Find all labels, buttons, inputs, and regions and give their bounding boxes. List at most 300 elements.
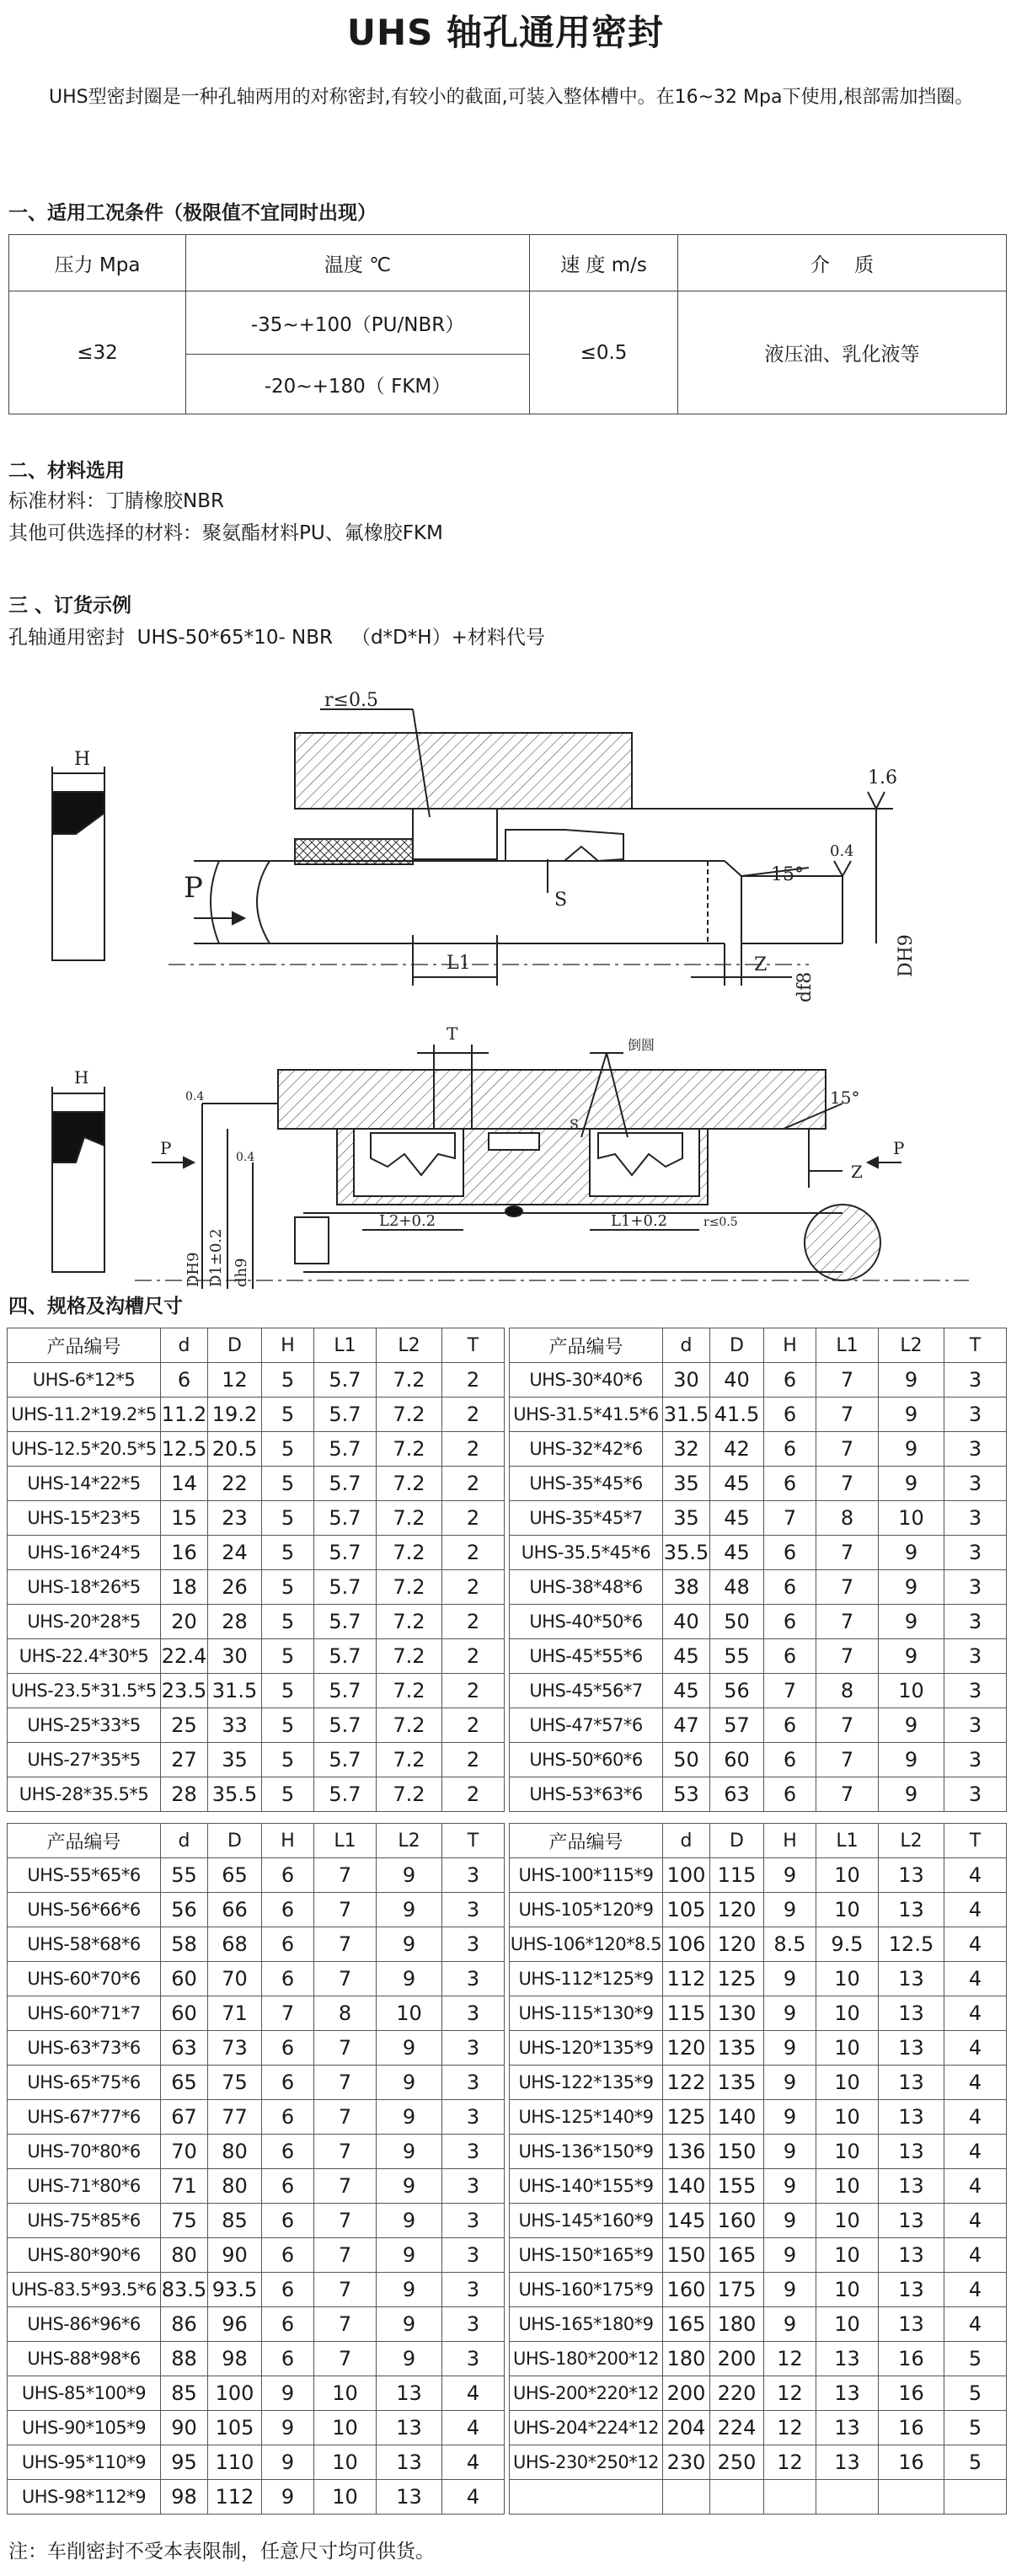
table-row	[510, 2307, 1007, 2342]
dimension-cell: 224	[710, 2411, 764, 2445]
dimension-cell: 5	[262, 1467, 314, 1501]
dimension-cell: 10	[816, 2238, 879, 2273]
dimension-cell: 40	[663, 1605, 710, 1639]
spec-table-1-left	[7, 1328, 505, 1812]
dimension-cell: 9	[764, 2169, 816, 2204]
dimension-cell: 3	[442, 2238, 505, 2273]
dimension-cell: 7.2	[377, 1536, 442, 1570]
product-code-cell: UHS-35*45*7	[510, 1501, 663, 1536]
dimension-cell: 56	[710, 1674, 764, 1708]
table-row	[8, 2204, 505, 2238]
product-code-cell: UHS-28*35.5*5	[8, 1777, 161, 1812]
dimension-cell: 35	[663, 1467, 710, 1501]
product-code-cell: UHS-204*224*12	[510, 2411, 663, 2445]
product-code-cell: UHS-83.5*93.5*6	[8, 2273, 161, 2307]
dimension-cell: 10	[879, 1674, 944, 1708]
dimension-cell: 4	[944, 2100, 1007, 2135]
medium-value: 液压油、乳化液等	[678, 291, 1007, 414]
dimension-cell: 5	[262, 1363, 314, 1398]
label-dh9-3: dh9	[233, 1258, 250, 1287]
dimension-cell: 10	[314, 2480, 377, 2515]
table-row	[510, 1501, 1007, 1536]
spec-header-cell: d	[663, 1824, 710, 1858]
label-finish-a: 0.4	[185, 1090, 205, 1104]
dimension-cell: 25	[161, 1708, 208, 1743]
dimension-cell: 50	[710, 1605, 764, 1639]
dimension-cell: 90	[208, 2238, 262, 2273]
dimension-cell: 13	[879, 2100, 944, 2135]
dimension-cell: 47	[663, 1708, 710, 1743]
optional-material-text: 其他可供选择的材料：聚氨酯材料PU、氟橡胶FKM	[8, 522, 443, 544]
table-row	[8, 2445, 505, 2480]
dimension-cell: 5.7	[314, 1363, 377, 1398]
dimension-cell: 16	[161, 1536, 208, 1570]
table-row	[510, 1467, 1007, 1501]
dimension-cell: 3	[944, 1398, 1007, 1432]
dimension-cell: 13	[816, 2376, 879, 2411]
dimension-cell: 230	[663, 2445, 710, 2480]
dimension-cell: 9	[764, 1893, 816, 1927]
table-row	[510, 1708, 1007, 1743]
dimension-cell: 60	[161, 1962, 208, 1996]
dimension-cell: 7.2	[377, 1639, 442, 1674]
dimension-cell: 10	[816, 1893, 879, 1927]
dimension-cell: 9	[377, 2169, 442, 2204]
dimension-cell: 9	[879, 1363, 944, 1398]
dimension-cell: 7.2	[377, 1570, 442, 1605]
table-row	[8, 1432, 505, 1467]
temperature-pu-nbr: -35~+100（PU/NBR）	[186, 291, 530, 355]
dimension-cell: 13	[377, 2480, 442, 2515]
dimension-cell: 3	[442, 1858, 505, 1893]
product-code-cell: UHS-70*80*6	[8, 2135, 161, 2169]
label-l1: L1	[447, 953, 471, 974]
dimension-cell: 13	[816, 2411, 879, 2445]
dimension-cell: 150	[663, 2238, 710, 2273]
dimension-cell: 7.2	[377, 1605, 442, 1639]
dimension-cell: 80	[208, 2169, 262, 2204]
dimension-cell: 13	[879, 1858, 944, 1893]
dimension-cell: 4	[944, 1927, 1007, 1962]
product-code-cell: UHS-60*71*7	[8, 1996, 161, 2031]
table-row	[8, 2031, 505, 2066]
dimension-cell: 32	[663, 1432, 710, 1467]
dimension-cell: 7	[314, 2238, 377, 2273]
spec-table-2-right	[509, 1823, 1007, 2515]
label-s-2: S	[570, 1116, 579, 1132]
product-code-cell: UHS-50*60*6	[510, 1743, 663, 1777]
dimension-cell: 13	[879, 2273, 944, 2307]
table-row	[510, 2445, 1007, 2480]
dimension-cell: 110	[208, 2445, 262, 2480]
dimension-cell: 6	[262, 2031, 314, 2066]
label-finish-1: 1.6	[868, 767, 897, 788]
dimension-cell: 3	[944, 1639, 1007, 1674]
label-round: 倒圆	[628, 1037, 655, 1053]
dimension-cell: 5	[262, 1743, 314, 1777]
dimension-cell: 7.2	[377, 1432, 442, 1467]
dimension-cell: 12	[764, 2411, 816, 2445]
dimension-cell: 122	[663, 2066, 710, 2100]
dimension-cell: 10	[816, 2135, 879, 2169]
dimension-cell: 9	[377, 2066, 442, 2100]
dimension-cell: 7	[816, 1708, 879, 1743]
product-code-cell: UHS-45*56*7	[510, 1674, 663, 1708]
dimension-cell: 5	[262, 1432, 314, 1467]
spec-header-cell: T	[442, 1328, 505, 1363]
section-working-conditions-heading: 一、适用工况条件（极限值不宜同时出现）	[8, 202, 377, 224]
table-row	[8, 2135, 505, 2169]
dimension-cell: 6	[764, 1570, 816, 1605]
table-row	[510, 2342, 1007, 2376]
spec-header-cell: T	[944, 1328, 1007, 1363]
dimension-cell: 3	[944, 1467, 1007, 1501]
product-code-cell: UHS-80*90*6	[8, 2238, 161, 2273]
dimension-cell: 6	[764, 1639, 816, 1674]
dimension-cell: 53	[663, 1777, 710, 1812]
dimension-cell: 140	[663, 2169, 710, 2204]
dimension-cell: 23	[208, 1501, 262, 1536]
dimension-cell: 9.5	[816, 1927, 879, 1962]
working-conditions-table	[8, 234, 1007, 414]
dimension-cell: 88	[161, 2342, 208, 2376]
dimension-cell: 5	[944, 2376, 1007, 2411]
label-p: P	[184, 871, 203, 905]
dimension-cell: 93.5	[208, 2273, 262, 2307]
dimension-cell: 13	[879, 2238, 944, 2273]
product-code-cell: UHS-40*50*6	[510, 1605, 663, 1639]
dimension-cell: 3	[944, 1674, 1007, 1708]
dimension-cell: 9	[377, 2135, 442, 2169]
product-code-cell: UHS-18*26*5	[8, 1570, 161, 1605]
dimension-cell: 9	[377, 2307, 442, 2342]
dimension-cell: 5.7	[314, 1536, 377, 1570]
dimension-cell: 3	[442, 1996, 505, 2031]
dimension-cell: 10	[377, 1996, 442, 2031]
dimension-cell: 6	[764, 1432, 816, 1467]
dimension-cell: 3	[944, 1432, 1007, 1467]
table-row	[8, 1605, 505, 1639]
dimension-cell: 7	[314, 1927, 377, 1962]
product-code-cell: UHS-35.5*45*6	[510, 1536, 663, 1570]
table-row	[510, 2135, 1007, 2169]
dimension-cell: 9	[764, 2031, 816, 2066]
dimension-cell: 85	[208, 2204, 262, 2238]
dimension-cell: 10	[879, 1501, 944, 1536]
dimension-cell: 2	[442, 1570, 505, 1605]
dimension-cell: 160	[710, 2204, 764, 2238]
dimension-cell: 9	[879, 1743, 944, 1777]
dimension-cell: 7	[314, 2169, 377, 2204]
label-p-right: P	[893, 1138, 905, 1158]
table-row	[510, 2238, 1007, 2273]
spec-header-cell: d	[161, 1328, 208, 1363]
dimension-cell: 10	[816, 2273, 879, 2307]
piston-installation-drawing	[0, 1019, 1011, 1289]
dimension-cell: 4	[944, 2066, 1007, 2100]
dimension-cell: 2	[442, 1501, 505, 1536]
dimension-cell: 9	[377, 2342, 442, 2376]
dimension-cell: 16	[879, 2445, 944, 2480]
empty-cell	[663, 2480, 710, 2515]
dimension-cell: 9	[879, 1570, 944, 1605]
dimension-cell: 31.5	[208, 1674, 262, 1708]
table-row	[510, 2204, 1007, 2238]
dimension-cell: 71	[208, 1996, 262, 2031]
dimension-cell: 2	[442, 1708, 505, 1743]
dimension-cell: 6	[262, 2273, 314, 2307]
dimension-cell: 40	[710, 1363, 764, 1398]
product-code-cell: UHS-230*250*12	[510, 2445, 663, 2480]
label-r-2: r≤0.5	[703, 1216, 738, 1229]
dimension-cell: 7	[314, 2066, 377, 2100]
dimension-cell: 9	[377, 2031, 442, 2066]
dimension-cell: 10	[314, 2376, 377, 2411]
dimension-cell: 8	[816, 1501, 879, 1536]
dimension-cell: 7	[816, 1432, 879, 1467]
dimension-cell: 7.2	[377, 1467, 442, 1501]
dimension-cell: 9	[879, 1708, 944, 1743]
dimension-cell: 7	[314, 2342, 377, 2376]
dimension-cell: 135	[710, 2031, 764, 2066]
dimension-cell: 7	[816, 1639, 879, 1674]
table-row	[510, 2066, 1007, 2100]
dimension-cell: 155	[710, 2169, 764, 2204]
dimension-cell: 7.2	[377, 1398, 442, 1432]
product-code-cell: UHS-22.4*30*5	[8, 1639, 161, 1674]
dimension-cell: 16	[879, 2411, 944, 2445]
dimension-cell: 41.5	[710, 1398, 764, 1432]
empty-cell	[816, 2480, 879, 2515]
product-code-cell: UHS-27*35*5	[8, 1743, 161, 1777]
dimension-cell: 12	[764, 2445, 816, 2480]
spec-header-cell: L2	[879, 1824, 944, 1858]
label-finish-2: 0.4	[830, 842, 854, 860]
dimension-cell: 200	[663, 2376, 710, 2411]
dimension-cell: 8	[314, 1996, 377, 2031]
table-row	[510, 1674, 1007, 1708]
dimension-cell: 23.5	[161, 1674, 208, 1708]
table-row	[8, 1777, 505, 1812]
dimension-cell: 9	[764, 1962, 816, 1996]
dimension-cell: 13	[879, 2135, 944, 2169]
table-row	[510, 1743, 1007, 1777]
dimension-cell: 12.5	[161, 1432, 208, 1467]
dimension-cell: 83.5	[161, 2273, 208, 2307]
label-r: r≤0.5	[324, 690, 378, 711]
dimension-cell: 7	[816, 1467, 879, 1501]
dimension-cell: 19.2	[208, 1398, 262, 1432]
dimension-cell: 86	[161, 2307, 208, 2342]
table-row	[8, 2376, 505, 2411]
dimension-cell: 6	[764, 1708, 816, 1743]
empty-cell	[879, 2480, 944, 2515]
label-15deg-2: 15°	[830, 1088, 860, 1108]
product-code-cell: UHS-71*80*6	[8, 2169, 161, 2204]
product-code-cell: UHS-200*220*12	[510, 2376, 663, 2411]
dimension-cell: 6	[262, 1893, 314, 1927]
dimension-cell: 6	[262, 1858, 314, 1893]
section-materials-heading: 二、材料选用	[8, 460, 125, 482]
dimension-cell: 7	[816, 1777, 879, 1812]
dimension-cell: 3	[442, 2031, 505, 2066]
dimension-cell: 57	[710, 1708, 764, 1743]
dimension-cell: 50	[663, 1743, 710, 1777]
dimension-cell: 6	[764, 1467, 816, 1501]
dimension-cell: 68	[208, 1927, 262, 1962]
dimension-cell: 98	[208, 2342, 262, 2376]
spec-table-1-right	[509, 1328, 1007, 1812]
header-pressure: 压力 Mpa	[9, 235, 186, 291]
dimension-cell: 7	[314, 1893, 377, 1927]
dimension-cell: 63	[710, 1777, 764, 1812]
dimension-cell: 7	[314, 2204, 377, 2238]
dimension-cell: 10	[816, 2307, 879, 2342]
dimension-cell: 22	[208, 1467, 262, 1501]
dimension-cell: 160	[663, 2273, 710, 2307]
dimension-cell: 9	[377, 1858, 442, 1893]
product-code-cell: UHS-15*23*5	[8, 1501, 161, 1536]
dimension-cell: 7.2	[377, 1674, 442, 1708]
dimension-cell: 7	[314, 1962, 377, 1996]
dimension-cell: 4	[944, 1996, 1007, 2031]
dimension-cell: 9	[879, 1536, 944, 1570]
dimension-cell: 7	[816, 1536, 879, 1570]
label-15deg: 15°	[771, 864, 804, 885]
empty-cell	[510, 2480, 663, 2515]
empty-row	[510, 2480, 1007, 2515]
dimension-cell: 3	[442, 2342, 505, 2376]
spec-header-cell: H	[262, 1328, 314, 1363]
label-l2: L2+0.2	[379, 1212, 436, 1230]
label-d1: D1±0.2	[207, 1228, 225, 1287]
dimension-cell: 3	[944, 1363, 1007, 1398]
table-row	[8, 1570, 505, 1605]
dimension-cell: 4	[944, 1962, 1007, 1996]
table-row	[8, 1639, 505, 1674]
dimension-cell: 20	[161, 1605, 208, 1639]
dimension-cell: 6	[764, 1605, 816, 1639]
dimension-cell: 55	[710, 1639, 764, 1674]
table-row	[8, 1501, 505, 1536]
dimension-cell: 48	[710, 1570, 764, 1605]
dimension-cell: 10	[816, 2066, 879, 2100]
dimension-cell: 3	[944, 1777, 1007, 1812]
product-code-cell: UHS-45*55*6	[510, 1639, 663, 1674]
dimension-cell: 45	[710, 1536, 764, 1570]
product-code-cell: UHS-38*48*6	[510, 1570, 663, 1605]
dimension-cell: 204	[663, 2411, 710, 2445]
table-row	[510, 1996, 1007, 2031]
label-df8: df8	[794, 971, 816, 1002]
dimension-cell: 7	[314, 2307, 377, 2342]
dimension-cell: 35.5	[208, 1777, 262, 1812]
dimension-cell: 175	[710, 2273, 764, 2307]
table-row	[8, 1363, 505, 1398]
spec-header-cell: L2	[879, 1328, 944, 1363]
dimension-cell: 2	[442, 1363, 505, 1398]
label-t: T	[447, 1023, 458, 1044]
dimension-cell: 3	[442, 2204, 505, 2238]
label-z-2: Z	[851, 1162, 863, 1182]
spec-header-cell: 产品编号	[8, 1328, 161, 1363]
dimension-cell: 13	[879, 1996, 944, 2031]
dimension-cell: 4	[944, 2238, 1007, 2273]
dimension-cell: 7	[314, 2100, 377, 2135]
dimension-cell: 9	[377, 2238, 442, 2273]
dimension-cell: 28	[161, 1777, 208, 1812]
dimension-cell: 220	[710, 2376, 764, 2411]
dimension-cell: 4	[944, 2135, 1007, 2169]
dimension-cell: 24	[208, 1536, 262, 1570]
speed-value: ≤0.5	[530, 291, 678, 414]
dimension-cell: 12	[764, 2376, 816, 2411]
table-row	[8, 1996, 505, 2031]
dimension-cell: 5.7	[314, 1501, 377, 1536]
dimension-cell: 60	[710, 1743, 764, 1777]
dimension-cell: 12.5	[879, 1927, 944, 1962]
dimension-cell: 2	[442, 1536, 505, 1570]
dimension-cell: 75	[208, 2066, 262, 2100]
dimension-cell: 3	[944, 1570, 1007, 1605]
dimension-cell: 3	[442, 2135, 505, 2169]
table-row	[510, 2376, 1007, 2411]
dimension-cell: 3	[944, 1743, 1007, 1777]
dimension-cell: 35.5	[663, 1536, 710, 1570]
order-example-text: 孔轴通用密封 UHS-50*65*10- NBR （d*D*H）+材料代号	[8, 627, 545, 649]
dimension-cell: 120	[710, 1893, 764, 1927]
dimension-cell: 5	[262, 1605, 314, 1639]
dimension-cell: 6	[262, 1927, 314, 1962]
table-row	[510, 1605, 1007, 1639]
dimension-cell: 7.2	[377, 1743, 442, 1777]
dimension-cell: 200	[710, 2342, 764, 2376]
header-speed: 速 度 m/s	[530, 235, 678, 291]
dimension-cell: 7	[314, 2031, 377, 2066]
table-row	[8, 1398, 505, 1432]
dimension-cell: 13	[816, 2445, 879, 2480]
dimension-cell: 71	[161, 2169, 208, 2204]
dimension-cell: 15	[161, 1501, 208, 1536]
dimension-cell: 165	[663, 2307, 710, 2342]
product-code-cell: UHS-53*63*6	[510, 1777, 663, 1812]
dimension-cell: 4	[944, 2273, 1007, 2307]
spec-header-cell: H	[764, 1824, 816, 1858]
product-code-cell: UHS-100*115*9	[510, 1858, 663, 1893]
dimension-cell: 6	[764, 1536, 816, 1570]
spec-header-cell: L1	[314, 1824, 377, 1858]
dimension-cell: 2	[442, 1432, 505, 1467]
dimension-cell: 98	[161, 2480, 208, 2515]
dimension-cell: 30	[208, 1639, 262, 1674]
spec-header-cell: H	[764, 1328, 816, 1363]
dimension-cell: 14	[161, 1467, 208, 1501]
spec-header-cell: 产品编号	[510, 1824, 663, 1858]
dimension-cell: 31.5	[663, 1398, 710, 1432]
dimension-cell: 56	[161, 1893, 208, 1927]
dimension-cell: 13	[377, 2411, 442, 2445]
dimension-cell: 27	[161, 1743, 208, 1777]
label-finish-b: 0.4	[236, 1151, 255, 1164]
product-code-cell: UHS-23.5*31.5*5	[8, 1674, 161, 1708]
dimension-cell: 3	[944, 1501, 1007, 1536]
temperature-fkm: -20~+180（ FKM）	[186, 355, 530, 414]
dimension-cell: 85	[161, 2376, 208, 2411]
dimension-cell: 38	[663, 1570, 710, 1605]
dimension-cell: 6	[262, 2342, 314, 2376]
dimension-cell: 10	[314, 2445, 377, 2480]
dimension-cell: 112	[208, 2480, 262, 2515]
